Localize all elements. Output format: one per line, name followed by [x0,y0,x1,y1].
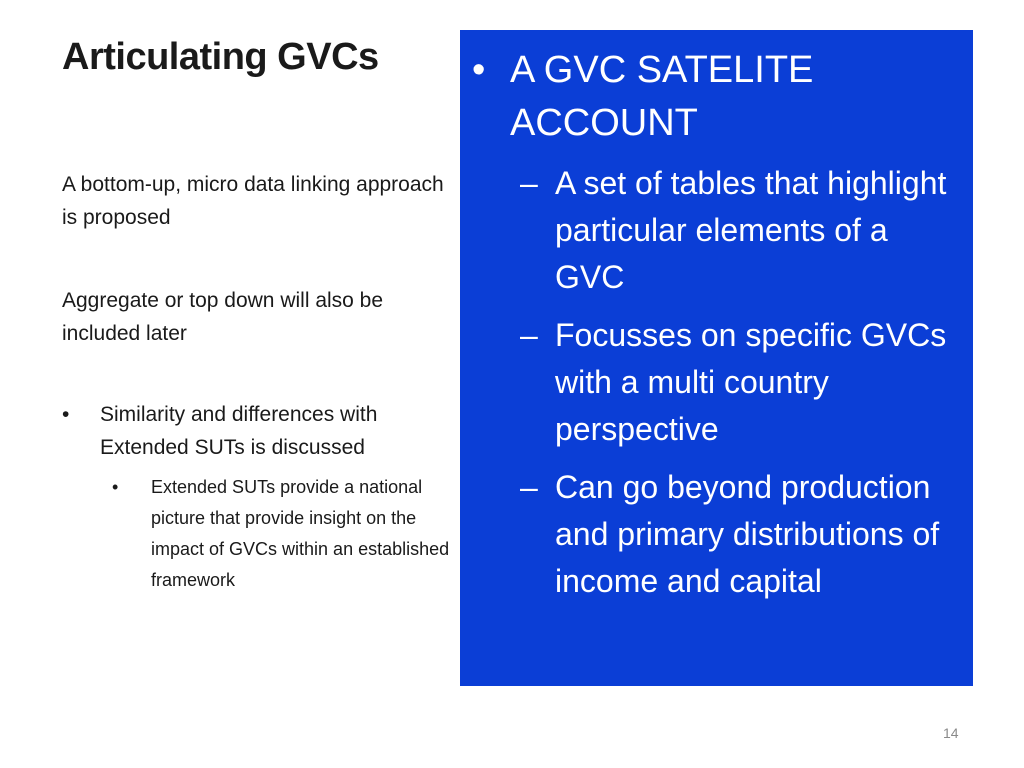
highlight-panel [460,30,973,686]
left-bullet-item [62,398,462,464]
panel-sub-list [520,160,960,616]
panel-sub-item-text: Focusses on specific GVCs with a multi country perspective [555,317,947,447]
dash-marker: – [520,469,538,505]
bullet-marker: • [62,403,70,426]
left-sub-bullet-item [62,472,471,596]
panel-sub-item [520,160,960,301]
panel-heading-item [472,44,980,150]
panel-heading: A GVC SATELITE ACCOUNT [510,49,814,144]
panel-sub-item [520,312,960,453]
dash-marker: – [520,165,538,201]
left-bullet-text: Similarity and differences with Extended SUTs is discussed [100,403,378,459]
panel-sub-item-text: Can go beyond production and primary distributions of income and capital [555,469,940,599]
panel-sub-item-text: A set of tables that highlight particular elements of a GVC [555,165,947,295]
dash-marker: – [520,317,538,353]
panel-bullet-marker: • [472,49,486,91]
slide-title: Articulating GVCs [62,36,379,78]
panel-sub-item [520,464,960,605]
sub-bullet-marker: • [112,477,119,497]
left-text-column [62,168,462,596]
page-number: 14 [943,725,959,741]
left-sub-bullet-text: Extended SUTs provide a national picture that provide insight on the impact of GVCs within an established framework [151,477,450,590]
intro-paragraph: A bottom-up, micro data linking approach is proposed [62,173,444,229]
secondary-paragraph: Aggregate or top down will also be included later [62,289,384,345]
